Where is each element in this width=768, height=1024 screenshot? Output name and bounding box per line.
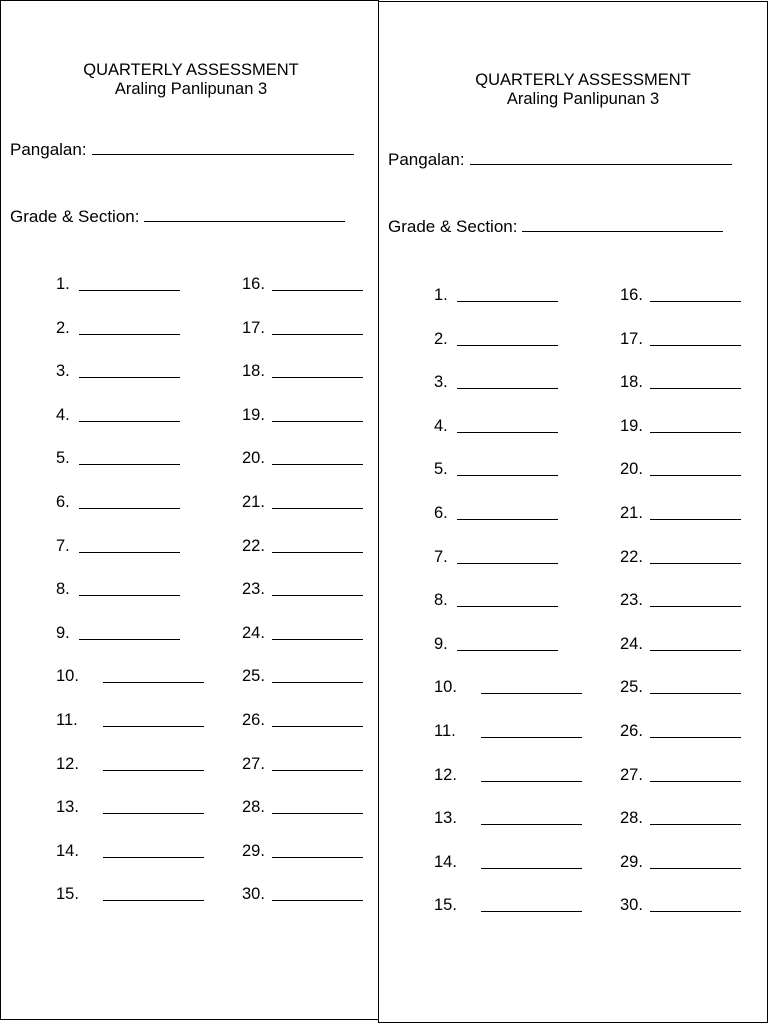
item-number: 3. <box>56 362 70 381</box>
answer-blank[interactable] <box>272 334 363 335</box>
answer-item-3 <box>56 362 70 380</box>
answer-item-1 <box>434 286 448 304</box>
item-number: 19. <box>242 405 265 424</box>
item-number: 5. <box>56 449 70 468</box>
item-number: 1. <box>56 275 70 293</box>
answer-item-15 <box>434 896 457 914</box>
answer-blank[interactable] <box>103 682 204 683</box>
item-number: 3. <box>434 373 448 392</box>
answer-blank[interactable] <box>79 334 180 335</box>
item-number: 15. <box>56 885 79 904</box>
item-number: 27. <box>620 765 643 784</box>
answer-item-13 <box>434 809 457 827</box>
answer-blank[interactable] <box>457 650 558 651</box>
answer-blank[interactable] <box>650 345 741 346</box>
item-number: 7. <box>434 547 448 566</box>
answer-item-4 <box>434 417 448 435</box>
answer-item-16 <box>620 286 643 304</box>
item-number: 8. <box>56 580 70 599</box>
answer-item-22 <box>242 537 265 555</box>
answer-item-28 <box>242 798 265 816</box>
item-number: 17. <box>620 329 643 348</box>
answer-blank[interactable] <box>481 911 582 912</box>
item-number: 6. <box>56 493 70 511</box>
answer-item-6 <box>434 504 448 522</box>
answer-item-24 <box>620 635 643 653</box>
answer-blank[interactable] <box>650 432 741 433</box>
answer-blank[interactable] <box>457 563 558 564</box>
item-number: 16. <box>242 275 265 293</box>
answer-blank[interactable] <box>272 508 363 509</box>
item-number: 2. <box>434 329 448 348</box>
answer-blank[interactable] <box>79 290 180 291</box>
name-blank[interactable] <box>92 139 354 155</box>
item-number: 22. <box>242 536 265 555</box>
item-number: 28. <box>620 809 643 828</box>
item-number: 11. <box>434 722 456 740</box>
answer-item-1 <box>56 275 70 293</box>
answer-blank[interactable] <box>457 606 558 607</box>
item-number: 23. <box>242 580 265 599</box>
answer-item-11 <box>56 711 78 729</box>
answer-blank[interactable] <box>457 432 558 433</box>
answer-blank[interactable] <box>272 595 363 596</box>
answer-blank[interactable] <box>103 900 204 901</box>
title-block <box>379 71 768 109</box>
item-number: 5. <box>434 460 448 479</box>
answer-blank[interactable] <box>650 519 741 520</box>
answer-item-6 <box>56 493 70 511</box>
answer-item-16 <box>242 275 265 293</box>
answer-blank[interactable] <box>650 737 741 738</box>
item-number: 26. <box>242 711 265 729</box>
answer-blank[interactable] <box>79 552 180 553</box>
sheet-title: QUARTERLY ASSESSMENT <box>475 71 691 89</box>
answer-item-9 <box>434 635 448 653</box>
answer-blank[interactable] <box>272 682 363 683</box>
answer-blank[interactable] <box>79 421 180 422</box>
answer-blank[interactable] <box>481 781 582 782</box>
item-number: 29. <box>242 841 265 860</box>
answer-item-9 <box>56 624 70 642</box>
item-number: 19. <box>620 416 643 435</box>
grade-section-blank[interactable] <box>144 206 345 222</box>
answer-blank[interactable] <box>272 639 363 640</box>
answer-blank[interactable] <box>650 563 741 564</box>
answer-item-12 <box>56 755 79 773</box>
item-number: 4. <box>56 405 70 424</box>
answer-blank[interactable] <box>79 464 180 465</box>
answer-item-10 <box>434 678 457 696</box>
answer-blank[interactable] <box>650 650 741 651</box>
item-number: 1. <box>434 286 448 304</box>
item-number: 24. <box>620 634 643 653</box>
answer-blank[interactable] <box>272 464 363 465</box>
answer-item-27 <box>620 766 643 784</box>
answer-item-19 <box>620 417 643 435</box>
answer-item-4 <box>56 406 70 424</box>
title-block <box>1 61 381 99</box>
answer-item-21 <box>242 493 265 511</box>
answer-blank[interactable] <box>481 824 582 825</box>
item-number: 25. <box>620 678 643 697</box>
answer-item-21 <box>620 504 643 522</box>
item-number: 14. <box>56 841 79 860</box>
answer-blank[interactable] <box>272 857 363 858</box>
answer-blank[interactable] <box>481 693 582 694</box>
item-number: 18. <box>242 362 265 381</box>
item-number: 16. <box>620 286 643 304</box>
item-number: 29. <box>620 852 643 871</box>
answer-blank[interactable] <box>457 519 558 520</box>
answer-item-26 <box>620 722 643 740</box>
answer-blank[interactable] <box>103 726 204 727</box>
answer-item-8 <box>434 591 448 609</box>
answer-item-23 <box>242 580 265 598</box>
answer-blank[interactable] <box>650 911 741 912</box>
answer-item-26 <box>242 711 265 729</box>
answer-blank[interactable] <box>272 290 363 291</box>
answer-blank[interactable] <box>272 377 363 378</box>
item-number: 28. <box>242 798 265 817</box>
answer-blank[interactable] <box>457 345 558 346</box>
answer-blank[interactable] <box>650 824 741 825</box>
item-number: 7. <box>56 536 70 555</box>
answer-item-28 <box>620 809 643 827</box>
item-number: 21. <box>620 504 643 522</box>
item-number: 14. <box>434 852 457 871</box>
item-number: 9. <box>434 634 448 653</box>
answer-blank[interactable] <box>103 770 204 771</box>
item-number: 10. <box>56 667 79 686</box>
sheet-title: QUARTERLY ASSESSMENT <box>83 61 299 79</box>
answer-sheet-left <box>0 0 379 1020</box>
answer-blank[interactable] <box>103 857 204 858</box>
answer-item-5 <box>56 449 70 467</box>
answer-item-11 <box>434 722 456 740</box>
answer-item-19 <box>242 406 265 424</box>
answer-item-14 <box>434 853 457 871</box>
item-number: 13. <box>434 809 457 828</box>
answer-item-25 <box>242 667 265 685</box>
item-number: 18. <box>620 373 643 392</box>
item-number: 20. <box>620 460 643 479</box>
answer-item-14 <box>56 842 79 860</box>
answer-blank[interactable] <box>650 301 741 302</box>
answer-blank[interactable] <box>650 475 741 476</box>
answer-item-7 <box>434 548 448 566</box>
grade-section-label: Grade & Section: <box>10 207 140 226</box>
answer-item-2 <box>434 330 448 348</box>
item-number: 25. <box>242 667 265 686</box>
answer-blank[interactable] <box>272 770 363 771</box>
item-number: 23. <box>620 591 643 610</box>
answer-item-7 <box>56 537 70 555</box>
answer-blank[interactable] <box>481 737 582 738</box>
grade-section-field[interactable] <box>10 206 345 227</box>
item-number: 26. <box>620 722 643 740</box>
answer-item-22 <box>620 548 643 566</box>
answer-item-23 <box>620 591 643 609</box>
sheet-subtitle: Araling Panlipunan 3 <box>506 90 660 108</box>
answer-item-18 <box>620 373 643 391</box>
name-field[interactable] <box>10 139 354 160</box>
answer-blank[interactable] <box>272 900 363 901</box>
answer-item-3 <box>434 373 448 391</box>
item-number: 10. <box>434 678 457 697</box>
answer-item-2 <box>56 319 70 337</box>
item-number: 17. <box>242 318 265 337</box>
answer-item-29 <box>620 853 643 871</box>
name-label: Pangalan: <box>10 140 87 159</box>
answer-item-24 <box>242 624 265 642</box>
item-number: 21. <box>242 493 265 511</box>
answer-blank[interactable] <box>103 813 204 814</box>
answer-blank[interactable] <box>272 726 363 727</box>
item-number: 4. <box>434 416 448 435</box>
answer-item-29 <box>242 842 265 860</box>
item-number: 9. <box>56 623 70 642</box>
answer-blank[interactable] <box>272 813 363 814</box>
item-number: 30. <box>242 885 265 904</box>
item-number: 6. <box>434 504 448 522</box>
item-number: 13. <box>56 798 79 817</box>
answer-item-10 <box>56 667 79 685</box>
item-number: 22. <box>620 547 643 566</box>
answer-blank[interactable] <box>79 639 180 640</box>
name-blank[interactable] <box>470 149 732 165</box>
answer-blank[interactable] <box>79 595 180 596</box>
item-number: 11. <box>56 711 78 729</box>
answer-blank[interactable] <box>272 552 363 553</box>
answer-blank[interactable] <box>457 475 558 476</box>
answer-blank[interactable] <box>457 388 558 389</box>
answer-blank[interactable] <box>79 508 180 509</box>
answer-blank[interactable] <box>79 377 180 378</box>
answer-blank[interactable] <box>272 421 363 422</box>
answer-item-30 <box>620 896 643 914</box>
answer-item-8 <box>56 580 70 598</box>
answer-item-30 <box>242 885 265 903</box>
answer-item-27 <box>242 755 265 773</box>
answer-item-18 <box>242 362 265 380</box>
grade-section-blank[interactable] <box>522 216 723 232</box>
item-number: 27. <box>242 754 265 773</box>
answer-blank[interactable] <box>457 301 558 302</box>
item-number: 12. <box>434 765 457 784</box>
item-number: 30. <box>620 896 643 915</box>
answer-item-20 <box>620 460 643 478</box>
answer-item-12 <box>434 766 457 784</box>
answer-item-5 <box>434 460 448 478</box>
answer-item-13 <box>56 798 79 816</box>
name-field[interactable] <box>388 149 732 170</box>
grade-section-field[interactable] <box>388 216 723 237</box>
answer-item-20 <box>242 449 265 467</box>
item-number: 15. <box>434 896 457 915</box>
grade-section-label: Grade & Section: <box>388 217 518 236</box>
item-number: 12. <box>56 754 79 773</box>
sheet-subtitle: Araling Panlipunan 3 <box>114 80 268 98</box>
item-number: 24. <box>242 623 265 642</box>
answer-item-17 <box>242 319 265 337</box>
answer-blank[interactable] <box>650 388 741 389</box>
answer-blank[interactable] <box>650 693 741 694</box>
item-number: 8. <box>434 591 448 610</box>
answer-item-25 <box>620 678 643 696</box>
answer-blank[interactable] <box>650 606 741 607</box>
answer-item-15 <box>56 885 79 903</box>
answer-blank[interactable] <box>650 868 741 869</box>
answer-blank[interactable] <box>650 781 741 782</box>
name-label: Pangalan: <box>388 150 465 169</box>
answer-sheet-right <box>378 1 768 1023</box>
answer-blank[interactable] <box>481 868 582 869</box>
item-number: 20. <box>242 449 265 468</box>
item-number: 2. <box>56 318 70 337</box>
answer-item-17 <box>620 330 643 348</box>
